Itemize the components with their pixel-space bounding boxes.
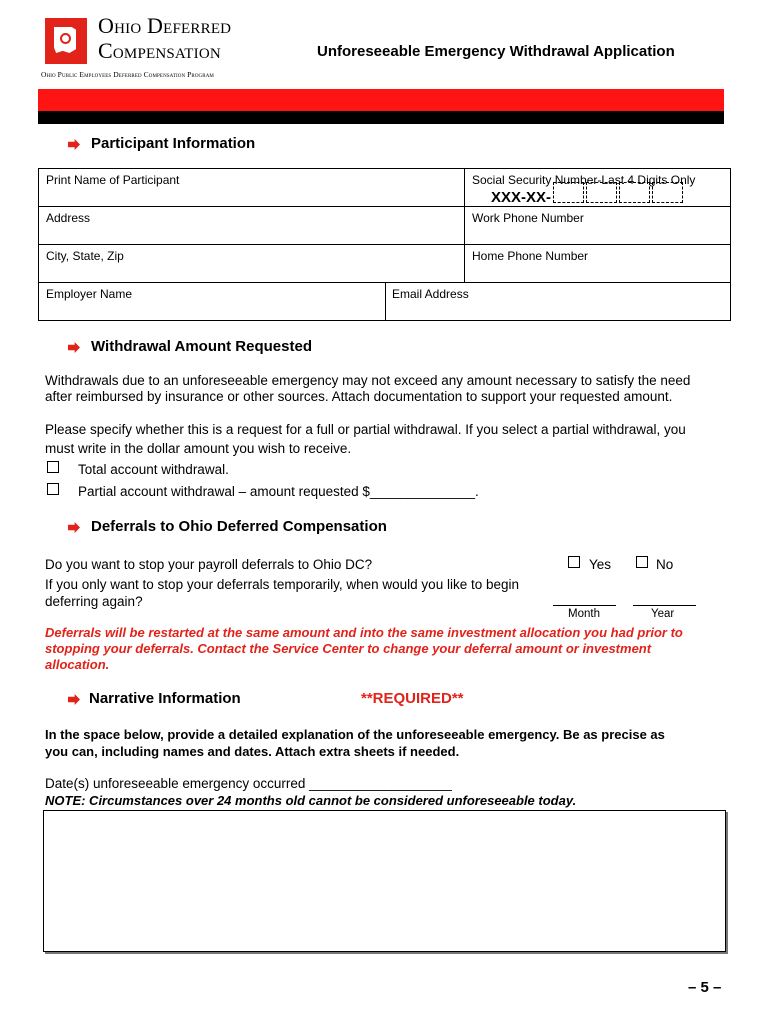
- table-row-divider: [39, 244, 730, 245]
- table-col-divider: [385, 282, 386, 321]
- home-phone-field[interactable]: Home Phone Number: [472, 249, 589, 263]
- partial-withdrawal-label: Partial account withdrawal – amount requested $______________.: [78, 484, 479, 499]
- narrative-instructions-line2: you can, including names and dates. Attach extra sheets if needed.: [45, 744, 460, 759]
- withdrawal-para2-line2: must write in the dollar amount you wish to receive.: [45, 441, 352, 456]
- required-label: **REQUIRED**: [361, 690, 464, 707]
- page-number: – 5 –: [688, 979, 722, 996]
- brand-name-line2: Compensation: [98, 38, 221, 63]
- year-label: Year: [651, 608, 675, 620]
- ssn-digit-box[interactable]: [652, 182, 683, 203]
- restart-question-line2: deferring again?: [45, 594, 143, 609]
- ssn-digit-box[interactable]: [586, 182, 617, 203]
- work-phone-field[interactable]: Work Phone Number: [472, 211, 584, 225]
- total-withdrawal-label: Total account withdrawal.: [78, 462, 229, 477]
- deferral-note-line1: Deferrals will be restarted at the same amount and into the same investment allocation you had prior to: [45, 625, 683, 640]
- month-label: Month: [568, 608, 600, 620]
- narrative-heading: Narrative Information: [89, 690, 241, 707]
- brand-name-line1: Ohio Deferred: [98, 13, 232, 38]
- withdrawal-para2-line1: Please specify whether this is a request for a full or partial withdrawal. If you select a partial withdrawal, you: [45, 422, 686, 437]
- employer-name-field[interactable]: Employer Name: [46, 287, 133, 301]
- stop-deferrals-yes-checkbox[interactable]: [568, 556, 580, 568]
- city-state-zip-field[interactable]: City, State, Zip: [46, 249, 124, 263]
- narrative-textarea[interactable]: [43, 810, 726, 952]
- participant-table: [38, 168, 731, 321]
- header-band-black: [38, 111, 724, 124]
- address-field[interactable]: Address: [46, 211, 91, 225]
- logo-ring: [60, 33, 71, 44]
- narrative-note: NOTE: Circumstances over 24 months old cannot be considered unforeseeable today.: [45, 793, 577, 808]
- ssn-digit-box[interactable]: [553, 182, 584, 203]
- document-title: Unforeseeable Emergency Withdrawal Application: [317, 43, 675, 60]
- table-row-divider: [39, 206, 730, 207]
- deferral-note-line2: stopping your deferrals. Contact the Service Center to change your deferral amount or investment: [45, 641, 652, 656]
- ssn-prefix: XXX-XX-: [491, 189, 552, 206]
- section-arrow-icon: [68, 694, 80, 705]
- partial-withdrawal-checkbox[interactable]: [47, 483, 59, 495]
- deferral-note-line3: allocation.: [45, 657, 110, 672]
- withdrawal-para1-line1: Withdrawals due to an unforeseeable emergency may not exceed any amount necessary to satisfy the need: [45, 373, 691, 388]
- section-arrow-icon: [68, 522, 80, 533]
- stop-deferrals-question: Do you want to stop your payroll deferrals to Ohio DC?: [45, 557, 373, 572]
- ohio-logo: [45, 18, 87, 64]
- stop-deferrals-no-checkbox[interactable]: [636, 556, 648, 568]
- email-field[interactable]: Email Address: [392, 287, 469, 301]
- section-arrow-icon: [68, 342, 80, 353]
- withdrawal-heading: Withdrawal Amount Requested: [91, 338, 312, 355]
- year-field[interactable]: [633, 605, 696, 606]
- participant-heading: Participant Information: [91, 135, 256, 152]
- total-withdrawal-checkbox[interactable]: [47, 461, 59, 473]
- month-field[interactable]: [553, 605, 616, 606]
- no-label: No: [656, 557, 674, 572]
- withdrawal-para1-line2: after reimbursed by insurance or other sources. Attach documentation to support your requested amount.: [45, 389, 673, 404]
- table-col-divider: [464, 169, 465, 282]
- ssn-digit-box[interactable]: [619, 182, 650, 203]
- deferrals-heading: Deferrals to Ohio Deferred Compensation: [91, 518, 387, 535]
- program-name: Ohio Public Employees Deferred Compensation Program: [41, 70, 214, 79]
- ssn-label: Social Security Number-Last 4 Digits Only: [472, 173, 696, 187]
- emergency-dates-field[interactable]: Date(s) unforeseeable emergency occurred ___________________: [45, 776, 452, 791]
- yes-label: Yes: [589, 557, 612, 572]
- print-name-field[interactable]: Print Name of Participant: [46, 173, 180, 187]
- header-band-red: [38, 89, 724, 111]
- narrative-instructions-line1: In the space below, provide a detailed explanation of the unforeseeable emergency. Be as precise as: [45, 727, 665, 742]
- section-arrow-icon: [68, 139, 80, 150]
- restart-question-line1: If you only want to stop your deferrals temporarily, when would you like to begin: [45, 577, 519, 592]
